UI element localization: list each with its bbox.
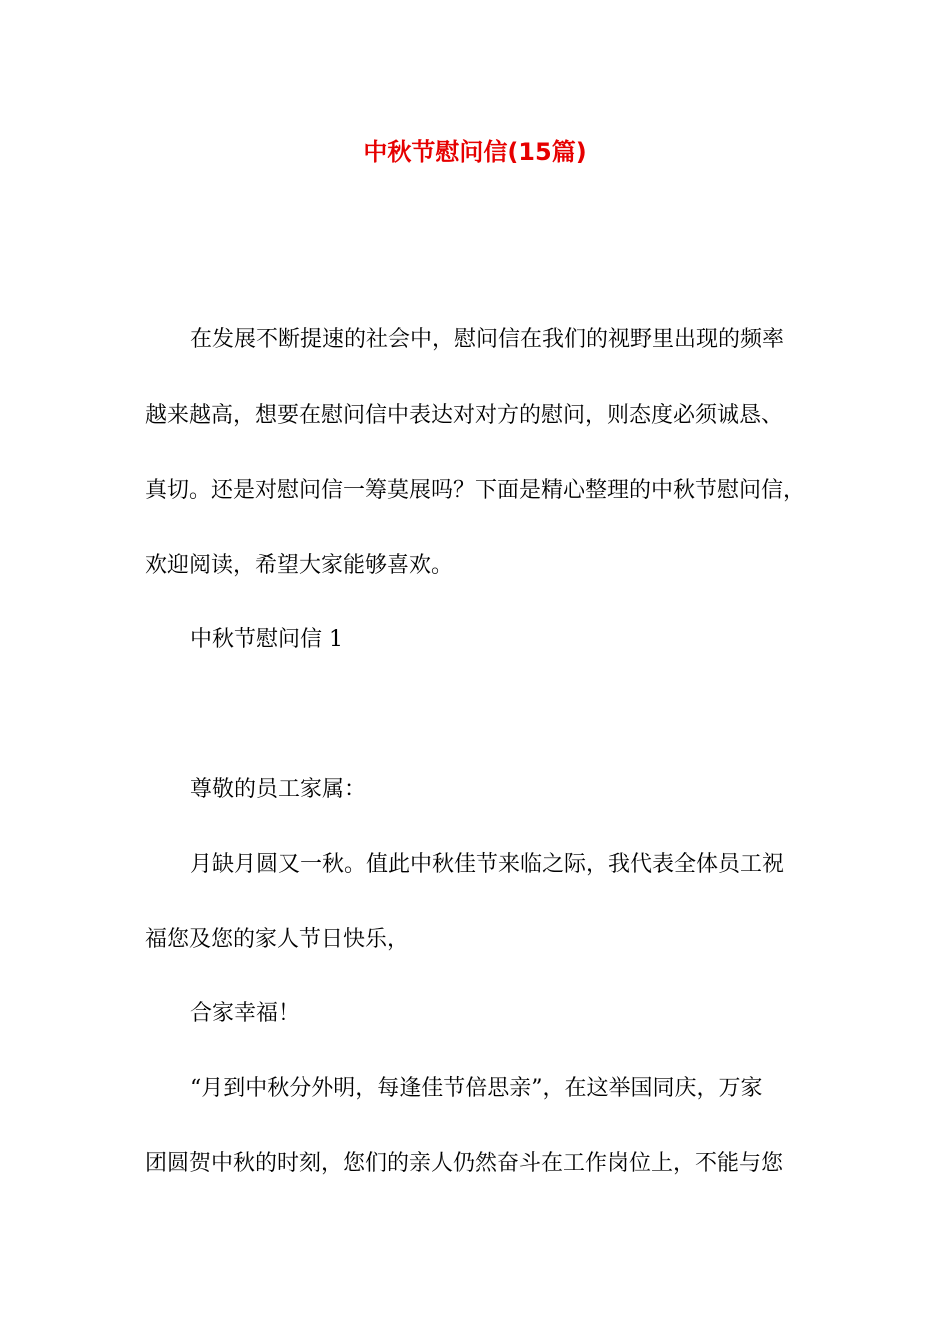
document-title: 中秋节慰问信(15篇)	[363, 138, 587, 166]
body-line-1: 月缺月圆又一秋。值此中秋佳节来临之际，我代表全体员工祝	[190, 852, 785, 877]
intro-line-3: 真切。还是对慰问信一筹莫展吗？下面是精心整理的中秋节慰问信，	[145, 478, 806, 503]
salutation: 尊敬的员工家属：	[190, 777, 367, 802]
intro-line-1: 在发展不断提速的社会中，慰问信在我们的视野里出现的频率	[190, 327, 785, 352]
intro-line-4: 欢迎阅读，希望大家能够喜欢。	[145, 553, 454, 578]
body-line-4: “月到中秋分外明，每逢佳节倍思亲”，在这举国同庆，万家	[190, 1076, 763, 1101]
section-heading: 中秋节慰问信 1	[190, 627, 343, 652]
body-line-2: 福您及您的家人节日快乐，	[145, 927, 410, 952]
body-line-3: 合家幸福！	[190, 1001, 301, 1026]
body-line-5: 团圆贺中秋的时刻，您们的亲人仍然奋斗在工作岗位上，不能与您	[145, 1151, 784, 1176]
intro-line-2: 越来越高，想要在慰问信中表达对对方的慰问，则态度必须诚恳、	[145, 403, 784, 428]
